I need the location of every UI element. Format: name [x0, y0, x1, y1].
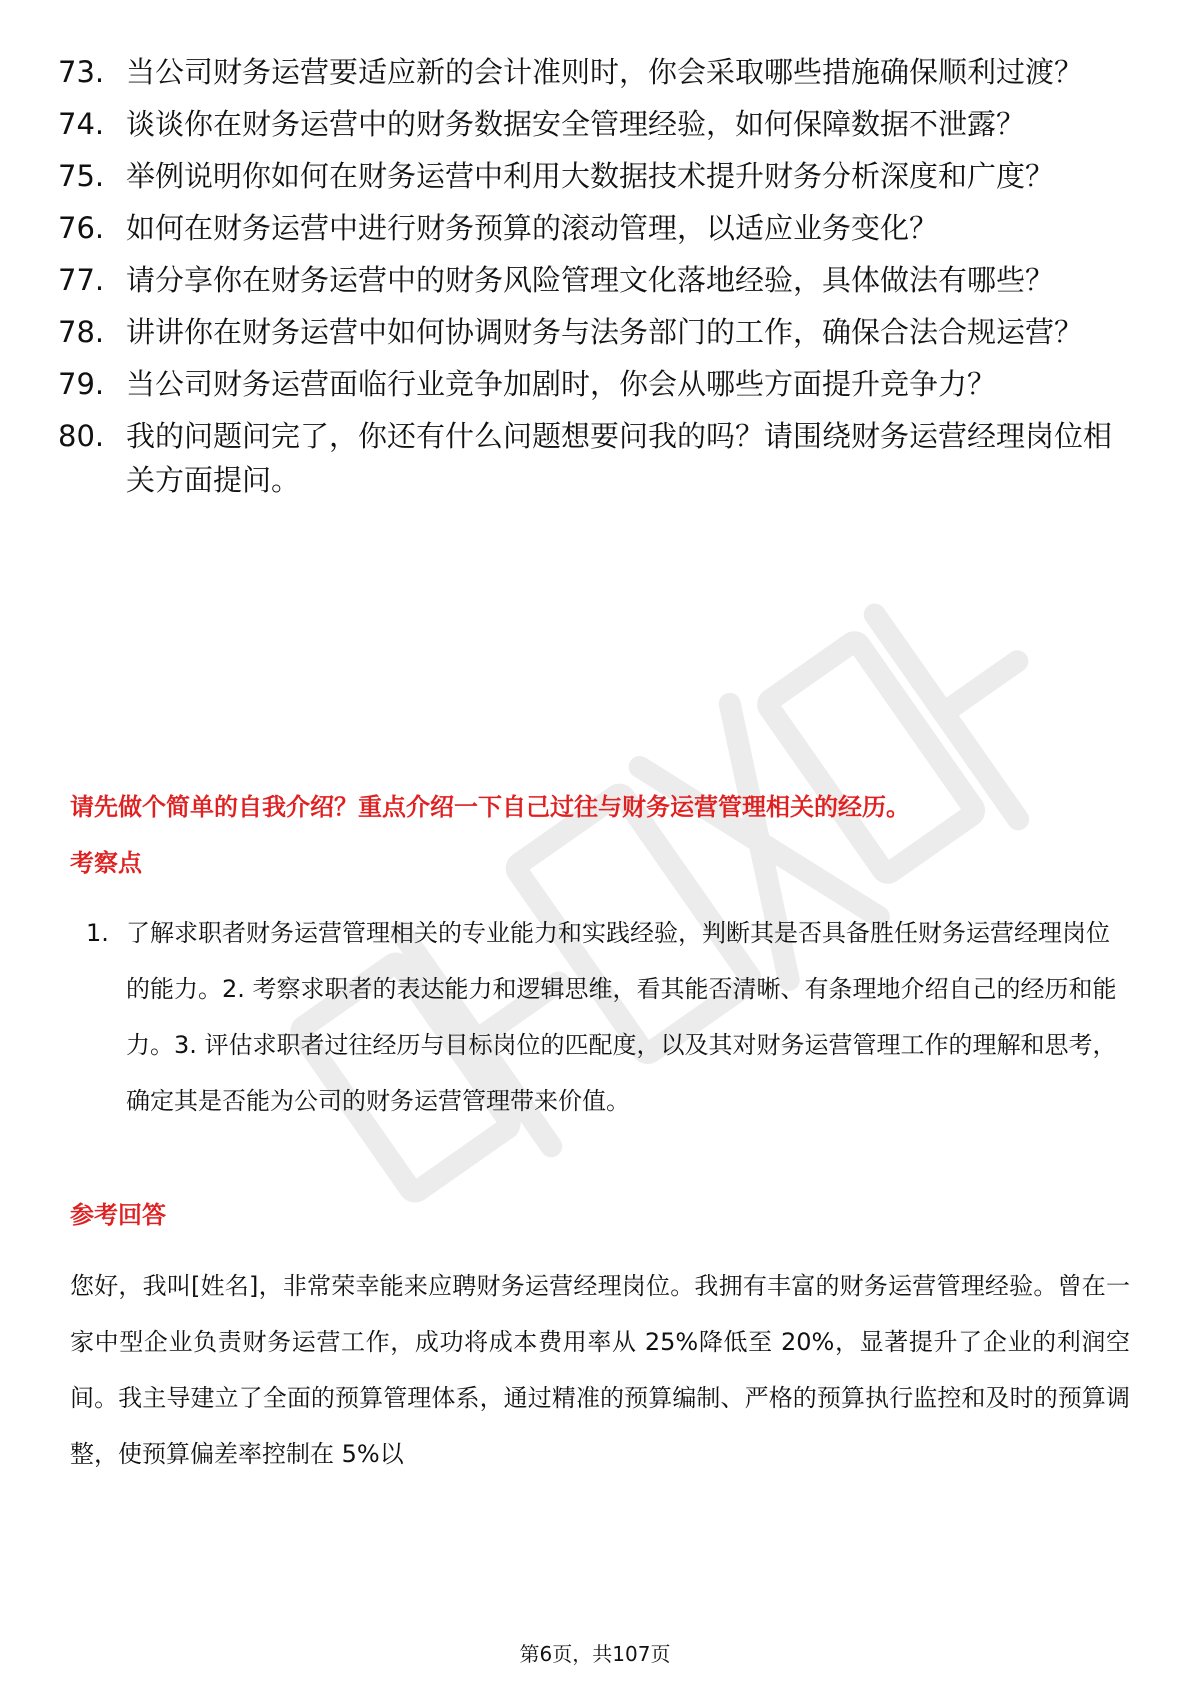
list-item [58, 154, 1128, 198]
list-item [58, 362, 1128, 406]
question-text: 我的问题问完了，你还有什么问题想要问我的吗？请围绕财务运营经理岗位相关方面提问。 [126, 419, 1113, 497]
list-item-number: 1. [86, 919, 109, 947]
question-text: 讲讲你在财务运营中如何协调财务与法务部门的工作，确保合法合规运营？ [126, 315, 1084, 349]
question-text: 举例说明你如何在财务运营中利用大数据技术提升财务分析深度和广度？ [126, 159, 1055, 193]
list-item [58, 102, 1128, 146]
question-text: 当公司财务运营面临行业竞争加剧时，你会从哪些方面提升竞争力？ [126, 367, 997, 401]
reference-answer-text: 您好，我叫[姓名]，非常荣幸能来应聘财务运营经理岗位。我拥有丰富的财务运营管理经验。曾在一家中型企业负责财务运营工作，成功将成本费用率从 25%降低至 20%，显著提升了企业的利润空间。我主导建立了全面的预算管理体系，通过精准的预算编制、严格的预算执行监控和及时的预算调整，使预算偏差率控制在 5%以 [70, 1272, 1130, 1468]
list-item [58, 310, 1128, 354]
question-number: 77. [58, 263, 105, 297]
kaochadian-text: 了解求职者财务运营管理相关的专业能力和实践经验，判断其是否具备胜任财务运营经理岗位的能力。2. 考察求职者的表达能力和逻辑思维，看其能否清晰、有条理地介绍自己的经历和能力。3. 评估求职者过往经历与目标岗位的匹配度，以及其对财务运营管理工作的理解和思考，确定其是否能为公司的财务运营管理带来价值。 [126, 919, 1117, 1115]
question-text: 如何在财务运营中进行财务预算的滚动管理，以适应业务变化？ [126, 211, 939, 245]
featured-question-heading: 请先做个简单的自我介绍？重点介绍一下自己过往与财务运营管理相关的经历。 [70, 793, 910, 821]
question-number: 80. [58, 419, 105, 453]
reference-answer-heading: 参考回答 [70, 1201, 166, 1229]
question-number: 74. [58, 107, 105, 141]
list-item [86, 905, 1126, 1129]
list-item [58, 50, 1128, 94]
question-text: 谈谈你在财务运营中的财务数据安全管理经验，如何保障数据不泄露？ [126, 107, 1026, 141]
kaochadian-heading: 考察点 [70, 849, 142, 877]
kaochadian-list [86, 905, 1126, 1129]
list-item [58, 414, 1128, 502]
question-number: 78. [58, 315, 105, 349]
watermark-graphic [220, 430, 1120, 1330]
question-number: 76. [58, 211, 105, 245]
question-number: 73. [58, 55, 105, 89]
list-item [58, 258, 1128, 302]
question-number: 79. [58, 367, 105, 401]
question-number: 75. [58, 159, 105, 193]
list-item [58, 206, 1128, 250]
question-text: 当公司财务运营要适应新的会计准则时，你会采取哪些措施确保顺利过渡？ [126, 55, 1084, 89]
question-text: 请分享你在财务运营中的财务风险管理文化落地经验，具体做法有哪些？ [126, 263, 1055, 297]
page-footer: 第6页，共107页 [519, 1642, 671, 1666]
question-list [58, 50, 1128, 510]
